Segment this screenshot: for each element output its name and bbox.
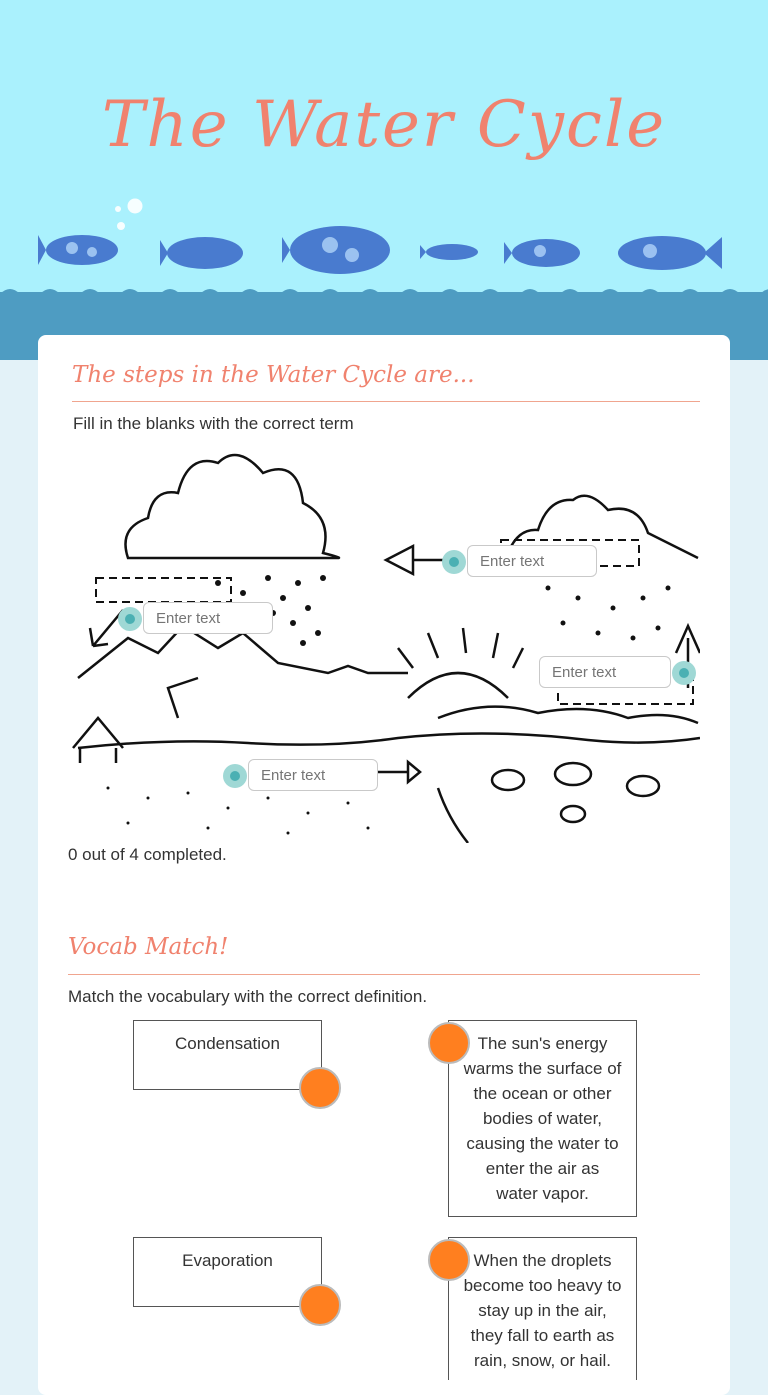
steps-section-title: The steps in the Water Cycle are... — [72, 362, 475, 388]
vocab-title-rule — [68, 974, 700, 975]
definition-2-match-dot[interactable] — [428, 1239, 470, 1281]
definition-1-match-dot[interactable] — [428, 1022, 470, 1064]
blank-2-input[interactable] — [143, 602, 273, 634]
steps-instruction: Fill in the blanks with the correct term — [73, 414, 354, 433]
blank-3-input[interactable] — [539, 656, 671, 688]
blank-2-marker[interactable] — [118, 607, 142, 631]
term-2-match-dot[interactable] — [299, 1284, 341, 1326]
progress-text: 0 out of 4 completed. — [68, 845, 227, 864]
wave-decoration — [0, 284, 768, 304]
vocab-instruction: Match the vocabulary with the correct definition. — [68, 987, 428, 1006]
term-1-match-dot[interactable] — [299, 1067, 341, 1109]
fish-decoration — [0, 215, 768, 290]
term-card-2[interactable]: Evaporation — [133, 1237, 322, 1307]
blank-4-input[interactable] — [248, 759, 378, 791]
definition-card-2[interactable]: When the droplets become too heavy to stay up in the air, they fall to earth as rain, snow, or hail. — [448, 1237, 637, 1380]
page-title: The Water Cycle — [101, 88, 667, 162]
header-banner — [0, 0, 768, 360]
blank-4-marker[interactable] — [223, 764, 247, 788]
term-card-1[interactable]: Condensation — [133, 1020, 322, 1090]
water-cycle-diagram — [68, 448, 700, 843]
blank-1-marker[interactable] — [442, 550, 466, 574]
blank-3-marker[interactable] — [672, 661, 696, 685]
definition-card-1[interactable]: The sun's energy warms the surface of the ocean or other bodies of water, causing the water to enter the air as water vapor. — [448, 1020, 637, 1217]
vocab-section-title: Vocab Match! — [68, 934, 229, 960]
steps-title-rule — [72, 401, 700, 402]
blank-1-input[interactable] — [467, 545, 597, 577]
